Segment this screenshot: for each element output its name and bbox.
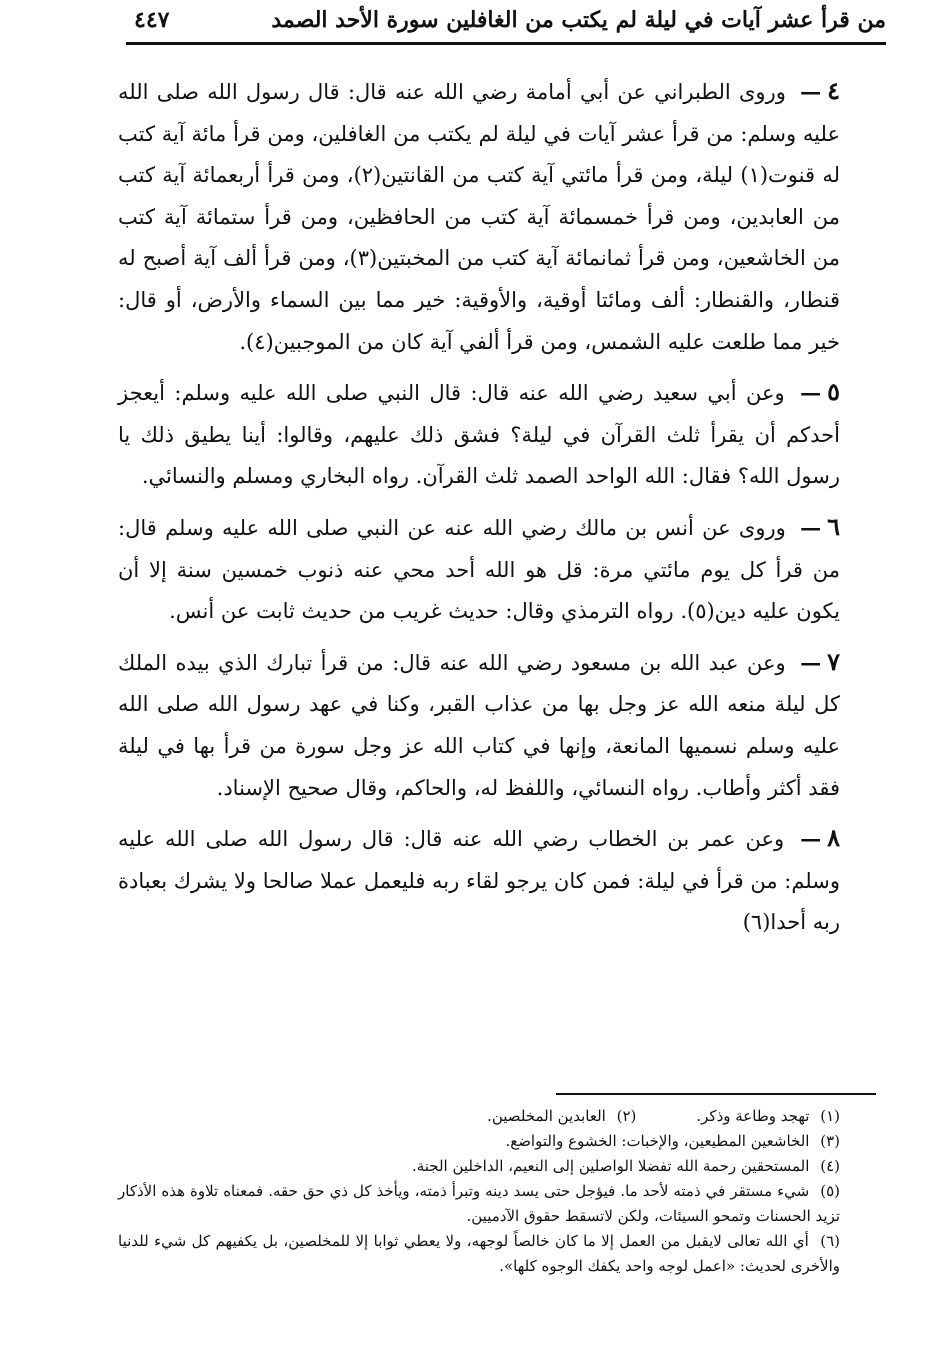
hadith-text: وعن عبد الله بن مسعود رضي الله عنه قال: من قرأ تبارك الذي بيده الملك كل ليلة منعه الله عز وجل بها من عذاب القبر، وكنا في عهد رسول الله صلى الله عليه وسلم نسميها المانعة، وإنها في كتاب الله عز وجل سورة من قرأ بها في ليلة فقد أكثر وأطاب. رواه النسائي، واللفظ له، والحاكم، وقال صحيح الإسناد. [118, 650, 840, 800]
footnote-text: الخاشعين المطيعين، والإخبات: الخشوع والتواضع. [505, 1132, 810, 1150]
hadith-number: ٨ [827, 823, 840, 853]
footnote [487, 1104, 636, 1129]
page-number: ٤٤٧ [134, 7, 170, 33]
header-rule [126, 42, 886, 45]
hadith-number: ٦ [827, 511, 840, 541]
hadith-number: ٤ [827, 76, 840, 105]
footnote-number: (٦) [820, 1232, 841, 1250]
hadith-paragraph: ٤— وروى الطبراني عن أبي أمامة رضي الله عنه قال: قال رسول الله صلى الله عليه وسلم: من قرأ عشر آيات في ليلة لم يكتب من الغافلين، ومن قرأ مائة آية كتب له قنوت(١) ليلة، ومن قرأ مائتي آية كتب من القانتين(٢)، ومن قرأ أربعمائة آية كتب من العابدين، ومن قرأ خمسمائة آية كتب من الحافظين، ومن قرأ ستمائة آية كتب من الخاشعين، ومن قرأ ثمانمائة آية كتب من المخبتين(٣)، ومن قرأ ألف آية أصبح له قنطار، والقنطار: ألف ومائتا أوقية، والأوقية: خير مما بين السماء والأرض، أو قال: خير مما طلعت عليه الشمس، ومن قرأ ألفي آية كان من الموجبين(٤). [118, 76, 841, 354]
hadith-text: وعن أبي سعيد رضي الله عنه قال: قال النبي صلى الله عليه وسلم: أيعجز أحدكم أن يقرأ ثلث القرآن في ليلة؟ فشق ذلك عليهم، وقالوا: أينا يطيق ذلك يا رسول الله؟ فقال: الله الواحد الصمد ثلث القرآن. رواه البخاري ومسلم والنسائي. [118, 381, 840, 489]
hadith-text: وروى الطبراني عن أبي أمامة رضي الله عنه قال: قال رسول الله صلى الله عليه وسلم: من قرأ عشر آيات في ليلة لم يكتب من الغافلين، ومن قرأ مائة آية كتب له قنوت(١) ليلة، ومن قرأ مائتي آية كتب من القانتين(٢)، ومن قرأ أربعمائة آية كتب من العابدين، ومن قرأ خمسمائة آية كتب من الحافظين، ومن قرأ ستمائة آية كتب من الخاشعين، ومن قرأ ثمانمائة آية كتب من المخبتين(٣)، ومن قرأ ألف آية أصبح له قنطار، والقنطار: ألف ومائتا أوقية، والأوقية: خير مما بين السماء والأرض، أو قال: خير مما طلعت عليه الشمس، ومن قرأ ألفي آية كان من الموجبين(٤). [118, 80, 841, 354]
hadith-paragraph: ٦— وروى عن أنس بن مالك رضي الله عنه عن النبي صلى الله عليه وسلم قال: من قرأ كل يوم مائتي مرة: قل هو الله أحد محي عنه ذنوب خمسين سنة إلا أن يكون عليه دين(٥). رواه الترمذي وقال: حديث غريب من حديث ثابت عن أنس. [118, 511, 840, 624]
hadith-paragraph: ٧— وعن عبد الله بن مسعود رضي الله عنه قال: من قرأ تبارك الذي بيده الملك كل ليلة منعه الله عز وجل بها من عذاب القبر، وكنا في عهد رسول الله صلى الله عليه وسلم نسميها المانعة، وإنها في كتاب الله عز وجل سورة من قرأ بها في ليلة فقد أكثر وأطاب. رواه النسائي، واللفظ له، والحاكم، وقال صحيح الإسناد. [118, 646, 840, 800]
footnote [118, 1179, 840, 1229]
footnote [118, 1129, 840, 1154]
main-text [118, 70, 840, 952]
footnote-text: العابدين المخلصين. [487, 1107, 606, 1125]
footnote-text: شيء مستقر في ذمته لأحد ما. فيؤجل حتى يسد دينه وتبرأ ذمته، ويأخذ كل ذي حق حقه. فمعناه تلاوة هذه الأذكار تزيد الحسنات وتمحو السيئات، ولكن لاتسقط حقوق الآدميين. [118, 1182, 840, 1225]
footnote [118, 1154, 840, 1179]
footnote-rule [556, 1093, 876, 1095]
footnote [696, 1104, 840, 1129]
running-title: من قرأ عشر آيات في ليلة لم يكتب من الغافلين سورة الأحد الصمد [271, 7, 886, 33]
hadith-paragraph: ٨— وعن عمر بن الخطاب رضي الله عنه قال: قال رسول الله صلى الله عليه وسلم: من قرأ في ليلة: فمن كان يرجو لقاء ربه فليعمل عملا صالحا ولا يشرك بعبادة ربه أحدا(٦) [118, 823, 840, 935]
hadith-text: وروى عن أنس بن مالك رضي الله عنه عن النبي صلى الله عليه وسلم قال: من قرأ كل يوم مائتي مرة: قل هو الله أحد محي عنه ذنوب خمسين سنة إلا أن يكون عليه دين(٥). رواه الترمذي وقال: حديث غريب من حديث ثابت عن أنس. [118, 515, 840, 624]
hadith-paragraph: ٥— وعن أبي سعيد رضي الله عنه قال: قال النبي صلى الله عليه وسلم: أيعجز أحدكم أن يقرأ ثلث القرآن في ليلة؟ فشق ذلك عليهم، وقالوا: أينا يطيق ذلك يا رسول الله؟ فقال: الله الواحد الصمد ثلث القرآن. رواه البخاري ومسلم والنسائي. [118, 377, 840, 489]
hadith-text: وعن عمر بن الخطاب رضي الله عنه قال: قال رسول الله صلى الله عليه وسلم: من قرأ في ليلة: فمن كان يرجو لقاء ربه فليعمل عملا صالحا ولا يشرك بعبادة ربه أحدا(٦) [118, 827, 840, 935]
footnote-number: (٥) [820, 1182, 840, 1200]
footnote-number: (٤) [820, 1157, 840, 1175]
hadith-number: ٥ [827, 377, 840, 407]
hadith-number: ٧ [827, 646, 840, 676]
footnote-text: أي الله تعالى لايقبل من العمل إلا ما كان خالصاً لوجهه، ولا يعطي ثوابا إلا للمخلصين، بل يكفيهم كل شيء للدنيا والأخرى لحديث: «اعمل لوجه واحد يكفك الوجوه كلها». [118, 1232, 840, 1275]
footnote-row [118, 1104, 840, 1129]
footnote-text: المستحقين رحمة الله تفضلا الواصلين إلى النعيم، الداخلين الجنة. [411, 1157, 810, 1175]
footnote [118, 1229, 840, 1279]
footnote-text: تهجد وطاعة وذكر. [696, 1107, 810, 1125]
footnote-number: (٢) [616, 1107, 637, 1125]
footnotes [118, 1104, 840, 1279]
page-header [126, 0, 886, 40]
footnote-number: (١) [820, 1107, 840, 1125]
footnote-number: (٣) [820, 1132, 840, 1150]
